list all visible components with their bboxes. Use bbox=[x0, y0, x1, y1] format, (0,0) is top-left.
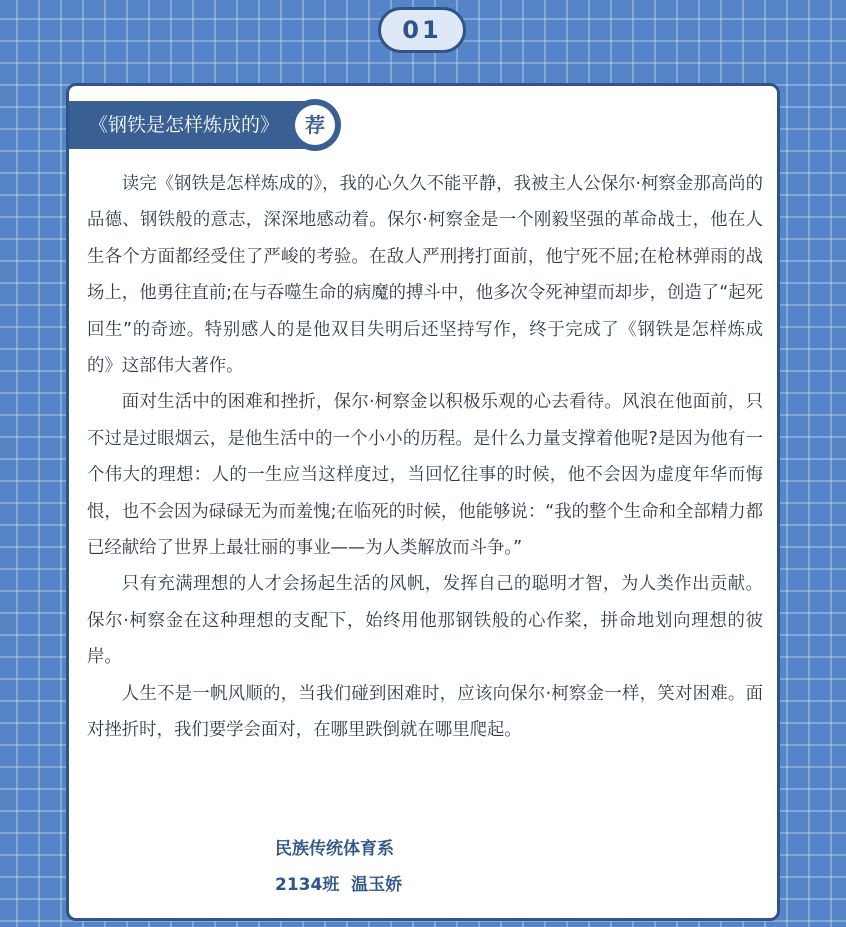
recommend-badge: 荐 bbox=[295, 105, 335, 145]
paragraph: 人生不是一帆风顺的，当我们碰到困难时，应该向保尔·柯察金一样，笑对困难。面对挫折时，我们要学会面对，在哪里跌倒就在哪里爬起。 bbox=[87, 683, 763, 741]
author-department: 民族传统体育系 bbox=[275, 839, 394, 859]
author-class-name: 2134班 温玉娇 bbox=[275, 875, 403, 895]
section-number-badge: 01 bbox=[378, 7, 466, 53]
article-card bbox=[66, 83, 780, 921]
paragraph: 面对生活中的困难和挫折，保尔·柯察金以积极乐观的心去看待。风浪在他面前，只不过是过眼烟云，是他生活中的一个小小的历程。是什么力量支撑着他呢?是因为他有一个伟大的理想：人的一生应当这样度过，当回忆往事的时候，他不会因为虚度年华而悔恨，也不会因为碌碌无为而羞愧;在临死的时候，他能够说：“我的整个生命和全部精力都已经献给了世界上最壮丽的事业——为人类解放而斗争。” bbox=[87, 392, 763, 559]
paragraph: 读完《钢铁是怎样炼成的》，我的心久久不能平静，我被主人公保尔·柯察金那高尚的品德、钢铁般的意志，深深地感动着。保尔·柯察金是一个刚毅坚强的革命战士，他在人生各个方面都经受住了严峻的考验。在敌人严刑拷打面前，他宁死不屈;在枪林弹雨的战场上，他勇往直前;在与吞噬生命的病魔的搏斗中，他多次令死神望而却步，创造了“起死回生”的奇迹。特别感人的是他双目失明后还坚持写作，终于完成了《钢铁是怎样炼成的》这部伟大著作。 bbox=[87, 174, 763, 377]
paragraph: 只有充满理想的人才会扬起生活的风帆，发挥自己的聪明才智，为人类作出贡献。保尔·柯察金在这种理想的支配下，始终用他那钢铁般的心作桨，拼命地划向理想的彼岸。 bbox=[87, 574, 763, 668]
article-title: 《钢铁是怎样炼成的》 bbox=[69, 101, 309, 149]
article-body bbox=[87, 166, 763, 749]
recommend-badge-ring bbox=[289, 99, 341, 151]
